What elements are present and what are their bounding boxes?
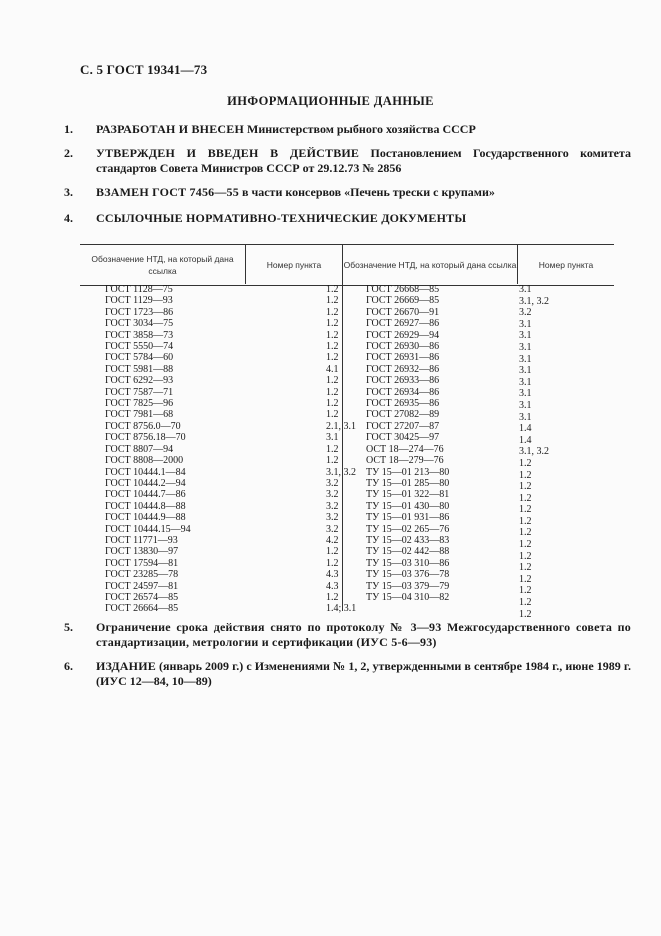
table-cell-point: 3.2 xyxy=(326,477,339,489)
table-cell-point: 1.2 xyxy=(519,469,532,481)
table-cell-point: 1.2 xyxy=(519,608,532,620)
table-cell-point: 3.1 xyxy=(519,399,532,411)
table-cell-doc: ГОСТ 10444.2—94 xyxy=(105,477,186,489)
table-cell-point: 3.1 xyxy=(519,388,532,400)
item-number: 2. xyxy=(64,146,73,160)
table-cell-point: 1.2 xyxy=(519,527,532,539)
table-cell-doc: ГОСТ 11771—93 xyxy=(105,534,178,546)
table-cell-point: 1.2 xyxy=(326,318,339,330)
table-cell-point: 1.2 xyxy=(326,284,339,295)
table-cell-point: 1.2 xyxy=(326,295,339,307)
table-cell-doc: ОСТ 18—279—76 xyxy=(366,455,444,467)
table-cell-point: 4.2 xyxy=(326,534,339,546)
table-cell-point: 1.2 xyxy=(519,515,532,527)
table-cell-point: 3.2 xyxy=(326,500,339,512)
table-cell-doc: ГОСТ 26670—91 xyxy=(366,306,440,318)
table-cell-point: 1.2 xyxy=(326,329,339,341)
table-cell-doc: ГОСТ 3858—73 xyxy=(105,329,174,341)
table-cell-doc: ГОСТ 3034—75 xyxy=(105,318,174,330)
table-cell-doc: ТУ 15—03 379—79 xyxy=(366,580,450,592)
table-cell-doc: ГОСТ 17594—81 xyxy=(105,557,179,569)
header-doc-left: Обозначение НТД, на который дана ссылка xyxy=(91,254,234,276)
table-cell-doc: ГОСТ 6292—93 xyxy=(105,375,174,387)
table-cell-point: 3.1 xyxy=(519,353,532,365)
table-cell-doc: ГОСТ 5981—88 xyxy=(105,363,174,375)
item-lead: УТВЕРЖДЕН И ВВЕДЕН В ДЕЙСТВИЕ xyxy=(96,146,360,160)
table-cell-point: 1.2 xyxy=(326,306,339,318)
item-number: 1. xyxy=(64,122,73,136)
table-cell-doc: ГОСТ 27207—87 xyxy=(366,420,440,432)
table-cell-doc: ГОСТ 8807—94 xyxy=(105,443,174,455)
section-title: ИНФОРМАЦИОННЫЕ ДАННЫЕ xyxy=(227,94,434,108)
table-cell-point: 4.1 xyxy=(326,363,339,375)
table-cell-doc: ГОСТ 8756.0—70 xyxy=(105,420,181,432)
table-cell-doc: ТУ 15—03 310—86 xyxy=(366,557,450,569)
table-cell-point: 4.3 xyxy=(326,580,339,592)
reference-table xyxy=(80,244,614,620)
table-cell-doc: ТУ 15—01 213—80 xyxy=(366,466,450,478)
table-cell-point: 1.2 xyxy=(326,455,339,467)
table-cell-point: 1.2 xyxy=(519,457,532,469)
table-cell-doc: ГОСТ 8808—2000 xyxy=(105,455,184,467)
table-cell-doc: ТУ 15—01 322—81 xyxy=(366,489,450,501)
right-doc-column xyxy=(366,284,449,603)
table-cell-doc: ТУ 15—01 285—80 xyxy=(366,477,450,489)
table-cell-point: 1.2 xyxy=(326,375,339,387)
table-cell-point: 3.1 xyxy=(519,330,532,342)
table-cell-point: 3.1 xyxy=(519,284,532,295)
table-cell-doc: ТУ 15—01 430—80 xyxy=(366,500,450,512)
table-cell-point: 3.1, 3.2 xyxy=(519,446,549,458)
table-cell-point: 1.4; 3.1 xyxy=(326,603,357,615)
table-cell-point: 3.1 xyxy=(519,341,532,353)
table-cell-point: 1.2 xyxy=(519,539,532,551)
table-cell-point: 1.2 xyxy=(326,409,339,421)
info-item-1 xyxy=(64,122,631,137)
item-text: (январь 2009 г.) с Изменениями № 1, 2, утвержденными в сентябре 1984 г., июне 1989 г. (ИУС 12—84, 10—89) xyxy=(96,659,631,688)
table-cell-doc: ГОСТ 7825—96 xyxy=(105,398,174,410)
table-cell-point: 1.2 xyxy=(519,585,532,597)
table-cell-point: 3.1, 3.2 xyxy=(519,295,549,307)
table-cell-doc: ГОСТ 1128—75 xyxy=(105,284,173,295)
item-text: Министерством рыбного хозяйства СССР xyxy=(244,122,476,136)
table-cell-point: 3.2 xyxy=(326,512,339,524)
table-cell-point: 1.2 xyxy=(326,591,339,603)
header-point-right: Номер пункта xyxy=(538,260,594,270)
item-lead: ВЗАМЕН ГОСТ 7456—55 xyxy=(96,185,239,199)
table-cell-doc: ГОСТ 26933—86 xyxy=(366,375,440,387)
table-cell-point: 3.1 xyxy=(326,432,339,444)
table-cell-point: 2.1, 3.1 xyxy=(326,420,356,432)
table-cell-doc: ГОСТ 26934—86 xyxy=(366,386,440,398)
table-cell-point: 1.2 xyxy=(519,573,532,585)
table-cell-point: 3.1 xyxy=(519,365,532,377)
table-cell-point: 3.2 xyxy=(326,489,339,501)
item-number: 3. xyxy=(64,185,73,199)
table-cell-point: 1.4 xyxy=(519,423,532,435)
table-cell-doc: ГОСТ 26668—85 xyxy=(366,284,440,295)
info-item-5 xyxy=(64,620,631,650)
table-cell-point: 1.2 xyxy=(326,386,339,398)
table-cell-point: 1.2 xyxy=(519,597,532,609)
table-cell-point: 3.2 xyxy=(519,307,532,319)
table-cell-point: 3.1 xyxy=(519,318,532,330)
table-cell-doc: ГОСТ 26574—85 xyxy=(105,591,179,603)
table-cell-point: 1.2 xyxy=(519,481,532,493)
right-point-column xyxy=(519,284,549,620)
item-text: Постановлением Государственного комитета стандартов Совета Министров СССР от 29.12.73 № 2856 xyxy=(96,146,631,175)
table-cell-point: 1.2 xyxy=(519,504,532,516)
table-cell-point: 4.3 xyxy=(326,569,339,581)
left-point-column xyxy=(246,284,356,615)
table-cell-point: 1.2 xyxy=(326,398,339,410)
table-cell-point: 3.1, 3.2 xyxy=(326,466,356,478)
table-cell-doc: ТУ 15—02 433—83 xyxy=(366,534,450,546)
item-number: 4. xyxy=(64,211,73,225)
table-cell-doc: ТУ 15—02 442—88 xyxy=(366,546,450,558)
table-cell-point: 1.2 xyxy=(326,443,339,455)
table-cell-doc: ГОСТ 8756.18—70 xyxy=(105,432,186,444)
table-cell-doc: ГОСТ 26664—85 xyxy=(105,603,179,615)
table-cell-doc: ГОСТ 24597—81 xyxy=(105,580,179,592)
table-cell-doc: ГОСТ 26669—85 xyxy=(366,295,440,307)
table-cell-point: 1.2 xyxy=(326,341,339,353)
table-cell-doc: ГОСТ 23285—78 xyxy=(105,569,179,581)
info-item-3 xyxy=(64,185,631,200)
table-cell-doc: ГОСТ 27082—89 xyxy=(366,409,440,421)
column-divider xyxy=(517,244,518,284)
table-cell-point: 3.2 xyxy=(326,523,339,535)
table-cell-doc: ГОСТ 26935—86 xyxy=(366,398,440,410)
table-cell-doc: ТУ 15—04 310—82 xyxy=(366,591,450,603)
table-cell-doc: ГОСТ 5784—60 xyxy=(105,352,174,364)
left-doc-column xyxy=(105,284,191,615)
table-cell-doc: ГОСТ 7981—68 xyxy=(105,409,174,421)
item-text: в части консервов «Печень трески с крупами» xyxy=(238,185,495,199)
table-cell-doc: ГОСТ 1129—93 xyxy=(105,295,173,307)
table-cell-doc: ГОСТ 26927—86 xyxy=(366,318,440,330)
table-cell-doc: ГОСТ 10444.7—86 xyxy=(105,489,186,501)
table-cell-doc: ГОСТ 26929—94 xyxy=(366,329,440,341)
table-cell-point: 1.2 xyxy=(326,546,339,558)
table-cell-point: 1.2 xyxy=(519,492,532,504)
table-cell-point: 3.1 xyxy=(519,411,532,423)
info-item-6 xyxy=(64,659,631,689)
table-cell-point: 1.2 xyxy=(519,562,532,574)
table-cell-doc: ГОСТ 7587—71 xyxy=(105,386,174,398)
table-cell-doc: ОСТ 18—274—76 xyxy=(366,443,444,455)
table-cell-point: 1.2 xyxy=(326,557,339,569)
page-header: С. 5 ГОСТ 19341—73 xyxy=(80,62,208,77)
table-cell-doc: ГОСТ 10444.8—88 xyxy=(105,500,186,512)
table-cell-point: 1.4 xyxy=(519,434,532,446)
table-header xyxy=(80,245,614,286)
table-cell-doc: ГОСТ 13830—97 xyxy=(105,546,179,558)
table-cell-doc: ТУ 15—01 931—86 xyxy=(366,512,450,524)
table-cell-point: 1.2 xyxy=(519,550,532,562)
table-cell-doc: ГОСТ 5550—74 xyxy=(105,341,174,353)
table-cell-doc: ТУ 15—02 265—76 xyxy=(366,523,450,535)
item-number: 5. xyxy=(64,620,73,634)
table-cell-doc: ТУ 15—03 376—78 xyxy=(366,569,450,581)
info-item-4 xyxy=(64,211,631,226)
item-lead: Ограничение срока действия снято по протоколу № 3—93 Межгосударственного совета по стандартизации, метрологии и сертификации (ИУС 5-6—93) xyxy=(96,620,631,649)
table-cell-doc: ГОСТ 10444.9—88 xyxy=(105,512,186,524)
column-divider xyxy=(245,244,246,284)
table-cell-doc: ГОСТ 26931—86 xyxy=(366,352,440,364)
table-cell-point: 1.2 xyxy=(326,352,339,364)
table-cell-doc: ГОСТ 10444.1—84 xyxy=(105,466,186,478)
table-cell-doc: ГОСТ 10444.15—94 xyxy=(105,523,191,535)
table-cell-doc: ГОСТ 26932—86 xyxy=(366,363,440,375)
table-cell-doc: ГОСТ 1723—86 xyxy=(105,306,174,318)
header-point-left: Номер пункта xyxy=(266,260,322,270)
info-item-2 xyxy=(64,146,631,176)
table-cell-doc: ГОСТ 30425—97 xyxy=(366,432,440,444)
table-cell-point: 3.1 xyxy=(519,376,532,388)
item-lead: ИЗДАНИЕ xyxy=(96,659,156,673)
table-cell-doc: ГОСТ 26930—86 xyxy=(366,341,440,353)
item-lead: ССЫЛОЧНЫЕ НОРМАТИВНО-ТЕХНИЧЕСКИЕ ДОКУМЕНТЫ xyxy=(96,211,467,225)
header-doc-right: Обозначение НТД, на который дана ссылка xyxy=(343,260,517,270)
item-lead: РАЗРАБОТАН И ВНЕСЕН xyxy=(96,122,245,136)
item-number: 6. xyxy=(64,659,73,673)
